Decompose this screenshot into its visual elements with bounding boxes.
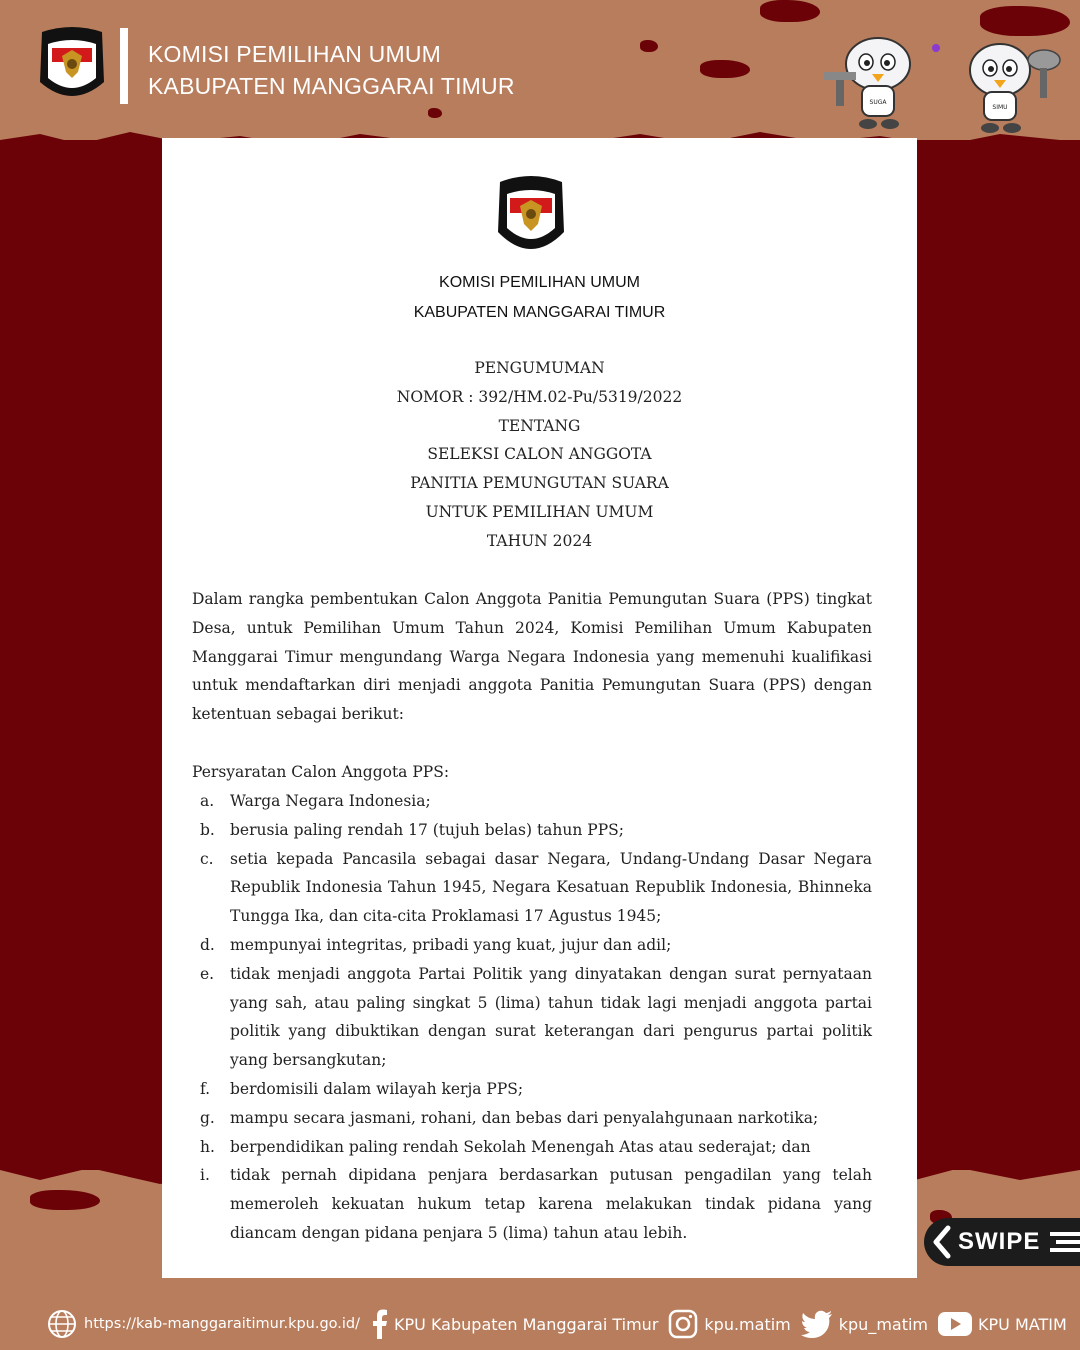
paint-splatter — [760, 0, 820, 22]
list-item: c. setia kepada Pancasila sebagai dasar Negara, Undang-Undang Dasar Negara Republik Indonesia Tahun 1945, Negara Kesatuan Republik Indonesia, Bhinneka Tungga Ika, dan cita-cita Proklamasi 17 Agustus 1945; — [200, 849, 872, 926]
requirements-list — [192, 787, 872, 1248]
intro-paragraph: Dalam rangka pembentukan Calon Anggota Panitia Pemungutan Suara (PPS) tingkat Desa, untuk Pemilihan Umum Tahun 2024, Komisi Pemilihan Umum Kabupaten Manggarai Timur mengundang Warga Negara Indonesia yang memenuhi kualifikasi untuk mendaftarkan diri menjadi anggota Panitia Pemungutan Suara (PPS) dengan ketentuan sebagai berikut: — [192, 590, 872, 724]
kpu-logo-icon — [36, 26, 108, 108]
document-org-line1: KOMISI PEMILIHAN UMUM — [439, 274, 640, 291]
document-org-line2: KABUPATEN MANGGARAI TIMUR — [413, 304, 666, 321]
announcement-line: SELEKSI CALON ANGGOTA — [427, 445, 652, 464]
list-item: a. Warga Negara Indonesia; — [200, 792, 431, 810]
swipe-button[interactable] — [924, 1218, 1080, 1266]
globe-icon — [46, 1308, 78, 1340]
header-divider — [120, 28, 128, 104]
list-item: e. tidak menjadi anggota Partai Politik yang dinyatakan dengan surat pernyataan yang sah, atau paling singkat 5 (lima) tahun tidak lagi menjadi anggota partai politik yang dibuktikan dengan surat keterangan dari pengurus partai politik yang bersangkutan; — [200, 964, 872, 1070]
announcement-heading — [162, 354, 917, 556]
footer-instagram-link[interactable] — [668, 1309, 790, 1339]
paint-splatter — [700, 60, 750, 78]
header-org-name — [148, 38, 515, 102]
instagram-icon — [668, 1309, 698, 1339]
announcement-line: TAHUN 2024 — [486, 531, 593, 550]
list-item: b. berusia paling rendah 17 (tujuh belas) tahun PPS; — [200, 820, 624, 839]
chevron-left-icon — [924, 1218, 958, 1266]
youtube-icon — [938, 1311, 972, 1337]
footer-website-text: https://kab-manggaraitimur.kpu.go.id/ — [84, 1316, 361, 1332]
mascot-right-badge: SIMU — [992, 104, 1008, 111]
paint-splatter — [640, 40, 658, 52]
swipe-label: SWIPE — [958, 1228, 1041, 1255]
footer-facebook-text: KPU Kabupaten Manggarai Timur — [394, 1314, 659, 1334]
announcement-line: UNTUK PEMILIHAN UMUM — [425, 502, 654, 521]
mascot-illustration — [818, 24, 1064, 134]
mascot-left-badge: SUGA — [869, 99, 887, 106]
requirements-title: Persyaratan Calon Anggota PPS: — [192, 763, 450, 781]
swipe-lines-icon — [1050, 1230, 1080, 1254]
header-org-line2: KABUPATEN MANGGARAI TIMUR — [148, 73, 515, 99]
facebook-icon — [370, 1309, 388, 1339]
twitter-icon — [801, 1310, 833, 1338]
list-item: d. mempunyai integritas, pribadi yang kuat, jujur dan adil; — [200, 935, 672, 954]
footer-youtube-text: KPU MATIM — [978, 1314, 1067, 1334]
announcement-line: PANITIA PEMUNGUTAN SUARA — [410, 474, 669, 493]
list-item: f. berdomisili dalam wilayah kerja PPS; — [200, 1079, 524, 1098]
paint-splatter — [428, 108, 442, 118]
paint-splatter — [30, 1190, 100, 1210]
footer-facebook-link[interactable] — [370, 1309, 658, 1339]
footer-social-bar — [46, 1306, 1077, 1342]
header-org-line1: KOMISI PEMILIHAN UMUM — [148, 41, 442, 67]
list-item: h. berpendidikan paling rendah Sekolah Menengah Atas atau sederajat; dan — [200, 1137, 811, 1156]
pps-seal-icon — [492, 174, 570, 262]
footer-twitter-link[interactable] — [801, 1310, 928, 1338]
footer-instagram-text: kpu.matim — [704, 1314, 791, 1334]
footer-website-link[interactable] — [46, 1308, 360, 1340]
announcement-document — [162, 138, 917, 1278]
announcement-line: TENTANG — [498, 416, 581, 435]
footer-youtube-link[interactable] — [938, 1311, 1067, 1337]
document-org-name — [162, 268, 917, 328]
footer-twitter-text: kpu_matim — [838, 1314, 929, 1334]
list-item: i. tidak pernah dipidana penjara berdasarkan putusan pengadilan yang telah memeroleh kekuatan hukum tetap karena melakukan tindak pidana yang diancam dengan pidana penjara 5 (lima) tahun atau lebih. — [200, 1166, 872, 1242]
announcement-number: NOMOR : 392/HM.02-Pu/5319/2022 — [396, 387, 683, 406]
announcement-line: PENGUMUMAN — [474, 359, 605, 377]
list-item: g. mampu secara jasmani, rohani, dan bebas dari penyalahgunaan narkotika; — [200, 1108, 819, 1127]
